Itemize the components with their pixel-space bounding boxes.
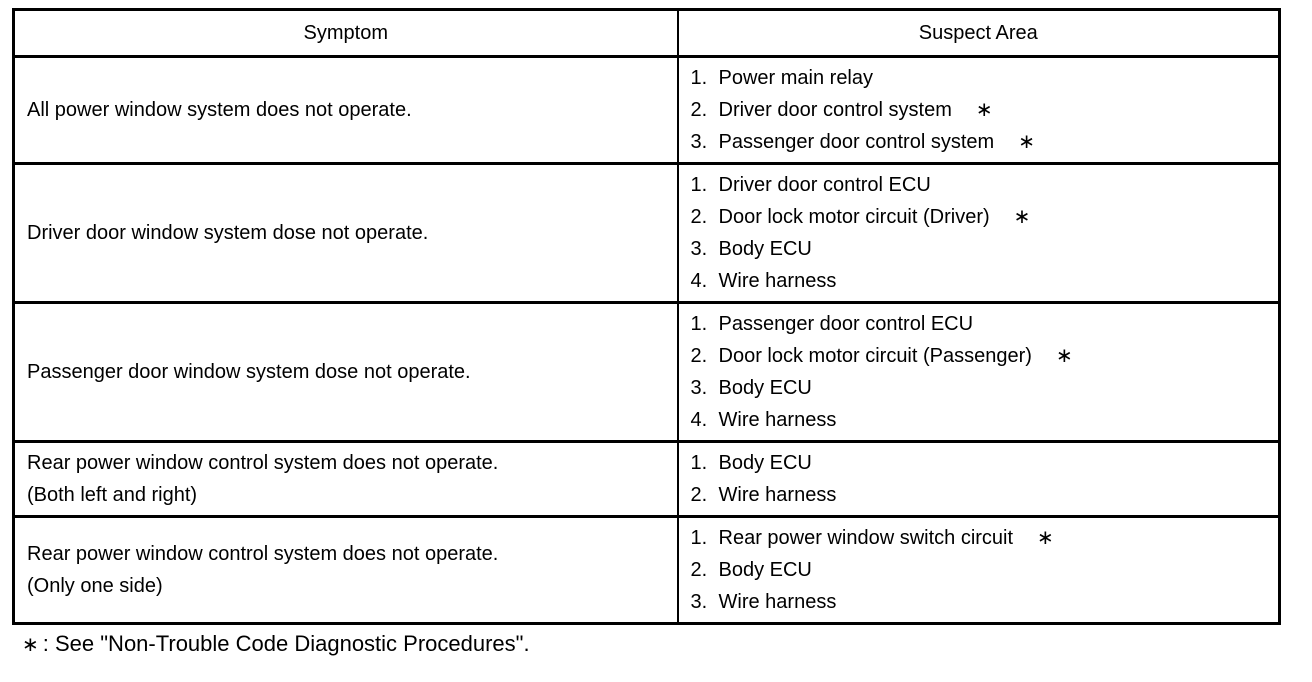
item-number: 3. [690,591,708,613]
suspect-item-text: Body ECU [718,452,812,474]
item-number: 1. [690,527,708,549]
footnote-marker: ∗ [22,634,39,656]
suspect-item-text: Wire harness [718,409,837,431]
suspect-list [691,447,1279,511]
list-item [691,586,1279,618]
suspect-item-text: Body ECU [718,377,812,399]
list-item [691,479,1279,511]
suspect-list [691,522,1279,618]
item-number: 4. [690,270,708,292]
suspect-area-cell [678,303,1280,442]
suspect-list [691,308,1279,436]
table-row [14,442,1280,517]
item-number: 1. [690,67,708,89]
asterisk-marker: ∗ [1018,131,1035,153]
symptom-text: Passenger door window system dose not operate. [27,361,471,383]
troubleshooting-table [12,8,1281,625]
suspect-list [691,62,1279,158]
item-number: 3. [690,238,708,260]
symptom-text: Rear power window control system does not operate. [27,452,499,474]
suspect-item-text: Door lock motor circuit (Driver) [718,206,990,228]
list-item [691,201,1279,233]
symptom-cell [14,57,678,164]
table-row [14,57,1280,164]
list-item [691,404,1279,436]
item-number: 2. [690,99,708,121]
item-number: 2. [690,206,708,228]
table-body [14,57,1280,624]
symptom-text: (Both left and right) [27,484,198,506]
symptom-cell [14,517,678,624]
item-number: 4. [690,409,708,431]
asterisk-marker: ∗ [1055,345,1073,367]
asterisk-marker: ∗ [975,99,993,121]
symptom-cell [14,442,678,517]
asterisk-marker: ∗ [1013,206,1031,228]
list-item [691,554,1279,586]
symptom-cell [14,164,678,303]
list-item [691,522,1279,554]
suspect-item-text: Passenger door control ECU [718,313,974,335]
asterisk-marker: ∗ [1037,527,1054,549]
list-item [691,169,1279,201]
suspect-item-text: Wire harness [718,270,837,292]
list-item [691,340,1279,372]
suspect-area-header: Suspect Area [678,10,1280,57]
suspect-item-text: Power main relay [718,67,874,89]
list-item [691,94,1279,126]
list-item [691,233,1279,265]
item-number: 2. [690,345,708,367]
item-number: 2. [690,559,708,581]
suspect-area-cell [678,517,1280,624]
symptom-text: Rear power window control system does not operate. [27,543,499,565]
item-number: 3. [690,131,708,153]
table-row [14,164,1280,303]
symptom-text: Driver door window system dose not operate. [27,222,429,244]
symptom-text: All power window system does not operate. [27,99,412,121]
list-item [691,447,1279,479]
symptom-text: (Only one side) [27,575,163,597]
item-number: 1. [690,174,708,196]
item-number: 1. [690,313,708,335]
symptom-header: Symptom [14,10,678,57]
item-number: 2. [690,484,708,506]
suspect-item-text: Wire harness [718,484,837,506]
table-row [14,517,1280,624]
symptom-cell [14,303,678,442]
suspect-item-text: Rear power window switch circuit [718,527,1014,549]
suspect-item-text: Driver door control system [718,99,952,121]
suspect-item-text: Driver door control ECU [718,174,931,196]
item-number: 3. [690,377,708,399]
list-item [691,126,1279,158]
suspect-item-text: Passenger door control system [718,131,995,153]
suspect-area-cell [678,57,1280,164]
suspect-area-cell [678,164,1280,303]
suspect-item-text: Body ECU [718,238,812,260]
list-item [691,62,1279,94]
suspect-item-text: Body ECU [718,559,812,581]
list-item [691,308,1279,340]
item-number: 1. [690,452,708,474]
list-item [691,372,1279,404]
suspect-list [691,169,1279,297]
footnote [22,628,530,661]
table-header-row [14,10,1280,57]
suspect-item-text: Wire harness [718,591,837,613]
footnote-text: : See "Non-Trouble Code Diagnostic Procedures". [42,631,530,656]
list-item [691,265,1279,297]
table-row [14,303,1280,442]
suspect-item-text: Door lock motor circuit (Passenger) [718,345,1032,367]
suspect-area-cell [678,442,1280,517]
